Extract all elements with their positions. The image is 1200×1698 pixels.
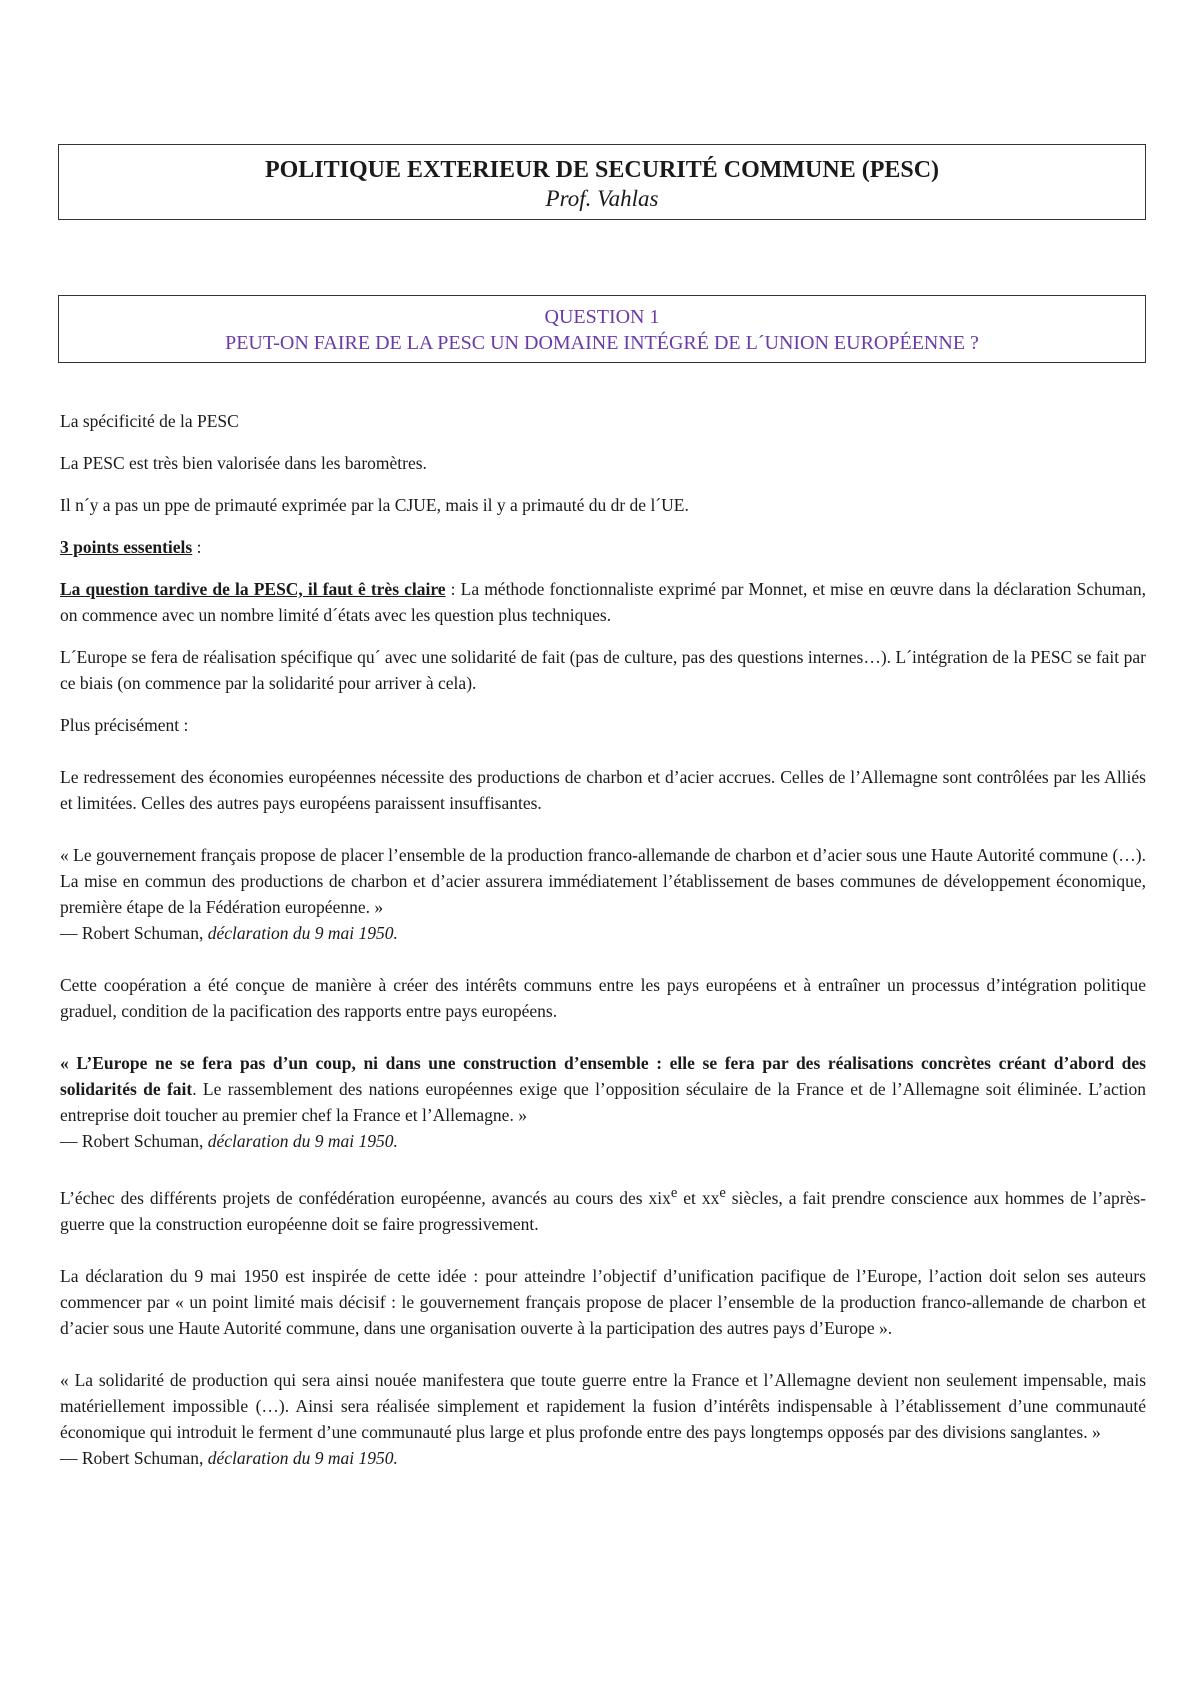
confederation-text-a: L’échec des différents projets de confédération européenne, avancés au cours des xix — [60, 1187, 671, 1208]
quote-1-source: déclaration du 9 mai 1950. — [207, 923, 398, 943]
confederation-text-b: et xx — [677, 1187, 720, 1208]
paragraph-primacy: Il n´y a pas un ppe de primauté exprimée par la CJUE, mais il y a primauté du dr de l´UE. — [60, 495, 689, 515]
paragraph-barometers: La PESC est très bien valorisée dans les baromètres. — [60, 453, 427, 473]
century-sup-1: e — [670, 1185, 678, 1201]
quote-2-bold: « L’Europe ne se fera pas d’un coup, ni dans une construction d’ensemble : elle se fera par des réalisations concrètes créant d’abord des solidarités de fait — [60, 1053, 1146, 1099]
late-question-text: : La méthode fonctionnaliste exprimé par Monnet, et mise en œuvre dans la déclaration Schuman, on commence avec un nombre limité d´états avec les question plus techniques. — [60, 579, 1147, 625]
key-points-colon: : — [192, 537, 202, 557]
quote-schuman-3-attribution — [60, 1445, 1146, 1471]
quote-schuman-3: « La solidarité de production qui sera ainsi nouée manifestera que toute guerre entre la France et l’Allemagne devient non seulement impensable, mais matériellement impossible (…). Ainsi sera réalisée simplement et rapidement la fusion d’intérêts indispensable à l’établissement d’une communauté économique qui introduit le ferment d’une communauté plus large et plus profonde entre des pays longtemps opposés par des divisions sanglantes. » — [60, 1369, 1146, 1442]
question-number: QUESTION 1 — [544, 306, 660, 328]
paragraph-key-points — [60, 534, 1146, 560]
paragraph-pesc-specificity: La spécificité de la PESC — [60, 411, 239, 431]
quote-schuman-2 — [60, 1050, 1146, 1128]
quote-schuman-2-attribution — [60, 1128, 1146, 1154]
quote-schuman-1: « Le gouvernement français propose de placer l’ensemble de la production franco-allemande de charbon et d’acier sous une Haute Autorité commune (…). La mise en commun des productions de charbon et d’acier assurera immédiatement l’établissement de bases communes de développement économique, première étape de la Fédération européenne. » — [60, 845, 1146, 917]
key-points-heading: 3 points essentiels — [60, 537, 193, 557]
confederation-text-c: siècles, a fait prendre conscience aux hommes de l’après-guerre que la construction européenne doit se faire progressivement. — [60, 1187, 1146, 1234]
document-author: Prof. Vahlas — [545, 186, 659, 211]
document-title: POLITIQUE EXTERIEUR DE SECURITÉ COMMUNE (PESC) — [264, 157, 940, 183]
quote-schuman-1-attribution — [60, 920, 1146, 946]
document-body — [60, 408, 1146, 1471]
paragraph-declaration-may-1950: La déclaration du 9 mai 1950 est inspirée de cette idée : pour atteindre l’objectif d’unification pacifique de l’Europe, l’action doit selon ses auteurs commencer par « un point limité mais décisif : le gouvernement français propose de placer l’ensemble de la production franco-allemande de charbon et d’acier sous une Haute Autorité commune, dans une organisation ouverte à la participation des autres pays d’Europe ». — [60, 1265, 1146, 1338]
question-box — [58, 295, 1146, 363]
century-sup-2: e — [719, 1185, 726, 1201]
quote-3-author: — Robert Schuman, — [60, 1447, 208, 1468]
paragraph-de-facto-solidarity: L´Europe se fera de réalisation spécifique qu´ avec une solidarité de fait (pas de culture, pas des questions internes…). L´intégration de la PESC se fait par ce biais (on commence par la solidarité pour arriver à cela). — [60, 647, 1146, 693]
paragraph-confederation-failure — [60, 1180, 1146, 1237]
paragraph-cooperation: Cette coopération a été conçue de manière à créer des intérêts communs entre les pays européens et à entraîner un processus d’intégration politique graduel, condition de la pacification des rapports entre pays européens. — [60, 975, 1146, 1021]
quote-3-source: déclaration du 9 mai 1950. — [207, 1447, 398, 1468]
paragraph-late-question — [60, 576, 1146, 628]
paragraph-more-precisely: Plus précisément : — [60, 715, 189, 735]
quote-2-text: . Le rassemblement des nations européennes exige que l’opposition séculaire de la France et de l’Allemagne soit éliminée. L’action entreprise doit toucher au premier chef la France et l’Allemagne. » — [60, 1079, 1146, 1125]
quote-1-author: — Robert Schuman, — [60, 923, 208, 943]
quote-2-source: déclaration du 9 mai 1950. — [207, 1131, 398, 1151]
late-question-heading: La question tardive de la PESC, il faut ê très claire — [60, 579, 446, 599]
title-box — [58, 144, 1146, 220]
paragraph-economic-recovery: Le redressement des économies européennes nécessite des productions de charbon et d’acier accrues. Celles de l’Allemagne sont contrôlées par les Alliés et limitées. Celles des autres pays européens paraissent insuffisantes. — [60, 767, 1146, 813]
quote-2-author: — Robert Schuman, — [60, 1131, 208, 1151]
question-text: PEUT-ON FAIRE DE LA PESC UN DOMAINE INTÉGRÉ DE L´UNION EUROPÉENNE ? — [225, 332, 979, 354]
